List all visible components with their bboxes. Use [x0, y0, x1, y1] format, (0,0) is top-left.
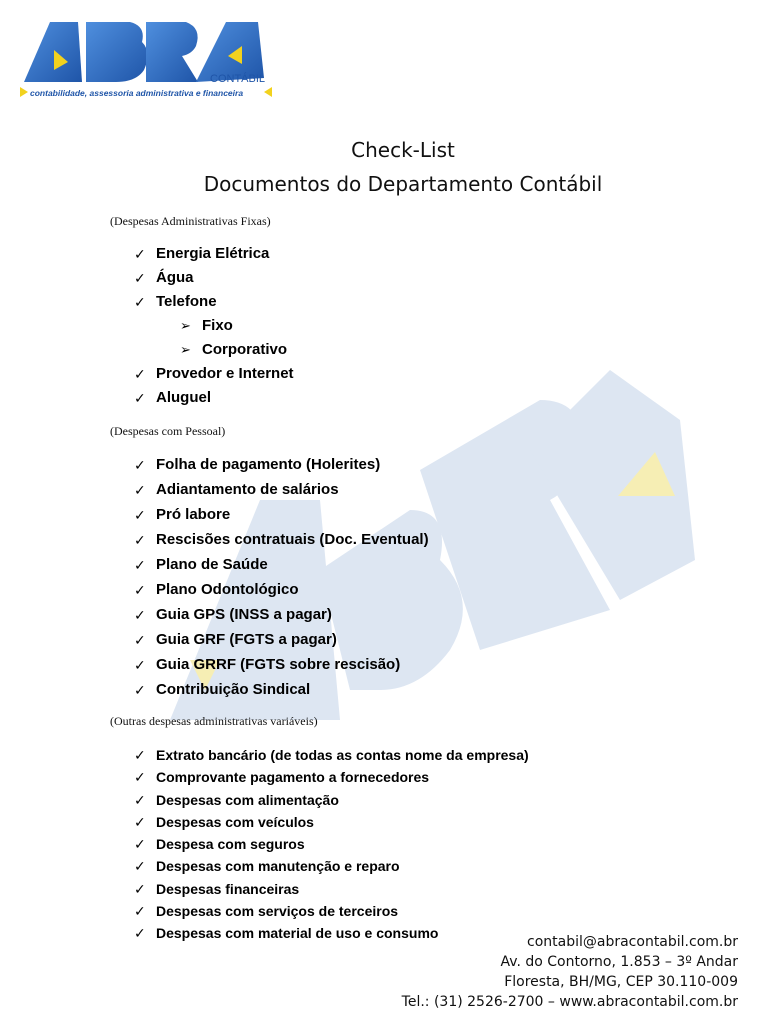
list-item: ✓ Água — [134, 269, 194, 286]
list-item: ✓ Plano de Saúde — [134, 556, 268, 573]
list-item: ✓ Contribuição Sindical — [134, 681, 311, 698]
checklist-personnel-expenses — [134, 455, 429, 705]
list-item: ✓ Adiantamento de salários — [134, 481, 339, 498]
checkmark-icon: ✓ — [134, 482, 146, 498]
list-item: ✓ Aluguel — [134, 389, 211, 406]
list-subitem: ➢ Corporativo — [180, 341, 288, 358]
list-item: ✓ Despesas com manutenção e reparo — [134, 858, 400, 875]
svg-text:contabilidade, assessoria admi: contabilidade, assessoria administrativa e financeira — [30, 88, 244, 98]
checkmark-icon: ✓ — [134, 632, 146, 648]
checkmark-icon: ✓ — [134, 582, 146, 598]
list-item: ✓ Telefone — [134, 293, 217, 310]
list-item: ✓ Rescisões contratuais (Doc. Eventual) — [134, 531, 429, 548]
page-title: Check-List — [351, 138, 455, 162]
list-item: ✓ Despesas com alimentação — [134, 791, 339, 808]
checkmark-icon: ✓ — [134, 294, 146, 310]
arrow-bullet-icon: ➢ — [180, 342, 191, 357]
list-item: ✓ Despesas com serviços de terceiros — [134, 903, 399, 920]
list-item: ✓ Despesas financeiras — [134, 880, 300, 897]
svg-text:CONTÁBIL: CONTÁBIL — [210, 73, 266, 85]
list-item: ✓ Provedor e Internet — [134, 365, 294, 382]
checklist-fixed-expenses — [134, 244, 294, 412]
checkmark-icon: ✓ — [134, 836, 146, 853]
checkmark-icon: ✓ — [134, 246, 146, 262]
checkmark-icon: ✓ — [134, 769, 146, 786]
section-heading: (Outras despesas administrativas variáveis) — [110, 714, 318, 728]
arrow-bullet-icon: ➢ — [180, 318, 191, 333]
page-subtitle: Documentos do Departamento Contábil — [203, 172, 603, 196]
section-heading: (Despesas Administrativas Fixas) — [110, 214, 271, 228]
checkmark-icon: ✓ — [134, 507, 146, 523]
list-item: ✓ Pró labore — [134, 506, 231, 523]
footer-address: Av. do Contorno, 1.853 – 3º Andar — [500, 954, 738, 970]
checkmark-icon: ✓ — [134, 791, 146, 808]
checkmark-icon: ✓ — [134, 557, 146, 573]
checkmark-icon: ✓ — [134, 813, 146, 830]
checkmark-icon: ✓ — [134, 925, 146, 942]
checkmark-icon: ✓ — [134, 747, 146, 763]
checkmark-icon: ✓ — [134, 270, 146, 286]
list-item: ✓ Despesas com veículos — [134, 813, 314, 830]
list-item: ✓ Despesa com seguros — [134, 836, 305, 853]
list-item: ✓ Extrato bancário (de todas as contas nome da empresa) — [134, 747, 529, 763]
list-subitem: ➢ Fixo — [180, 317, 233, 334]
company-logo — [20, 20, 272, 100]
checklist-variable-expenses — [134, 745, 529, 946]
footer-phone-website[interactable]: Tel.: (31) 2526-2700 – www.abracontabil.com.br — [401, 994, 738, 1010]
checkmark-icon: ✓ — [134, 880, 146, 897]
contact-footer — [402, 932, 738, 1012]
list-item: ✓ Despesas com material de uso e consumo — [134, 925, 439, 942]
checkmark-icon: ✓ — [134, 657, 146, 673]
checkmark-icon: ✓ — [134, 607, 146, 623]
list-item: ✓ Guia GRF (FGTS a pagar) — [134, 631, 337, 648]
logo-graphic — [20, 20, 272, 100]
list-item: ✓ Folha de pagamento (Holerites) — [134, 456, 381, 473]
footer-city: Floresta, BH/MG, CEP 30.110-009 — [504, 974, 738, 990]
checkmark-icon: ✓ — [134, 390, 146, 406]
checkmark-icon: ✓ — [134, 366, 146, 382]
checkmark-icon: ✓ — [134, 682, 146, 698]
section-heading: (Despesas com Pessoal) — [110, 424, 226, 438]
list-item: ✓ Comprovante pagamento a fornecedores — [134, 769, 430, 786]
footer-email[interactable]: contabil@abracontabil.com.br — [527, 934, 738, 950]
checkmark-icon: ✓ — [134, 532, 146, 548]
checkmark-icon: ✓ — [134, 903, 146, 920]
list-item: ✓ Energia Elétrica — [134, 245, 270, 262]
list-item: ✓ Guia GPS (INSS a pagar) — [134, 606, 332, 623]
checkmark-icon: ✓ — [134, 858, 146, 875]
list-item: ✓ Plano Odontológico — [134, 581, 299, 598]
checkmark-icon: ✓ — [134, 457, 146, 473]
list-item: ✓ Guia GRRF (FGTS sobre rescisão) — [134, 656, 401, 673]
